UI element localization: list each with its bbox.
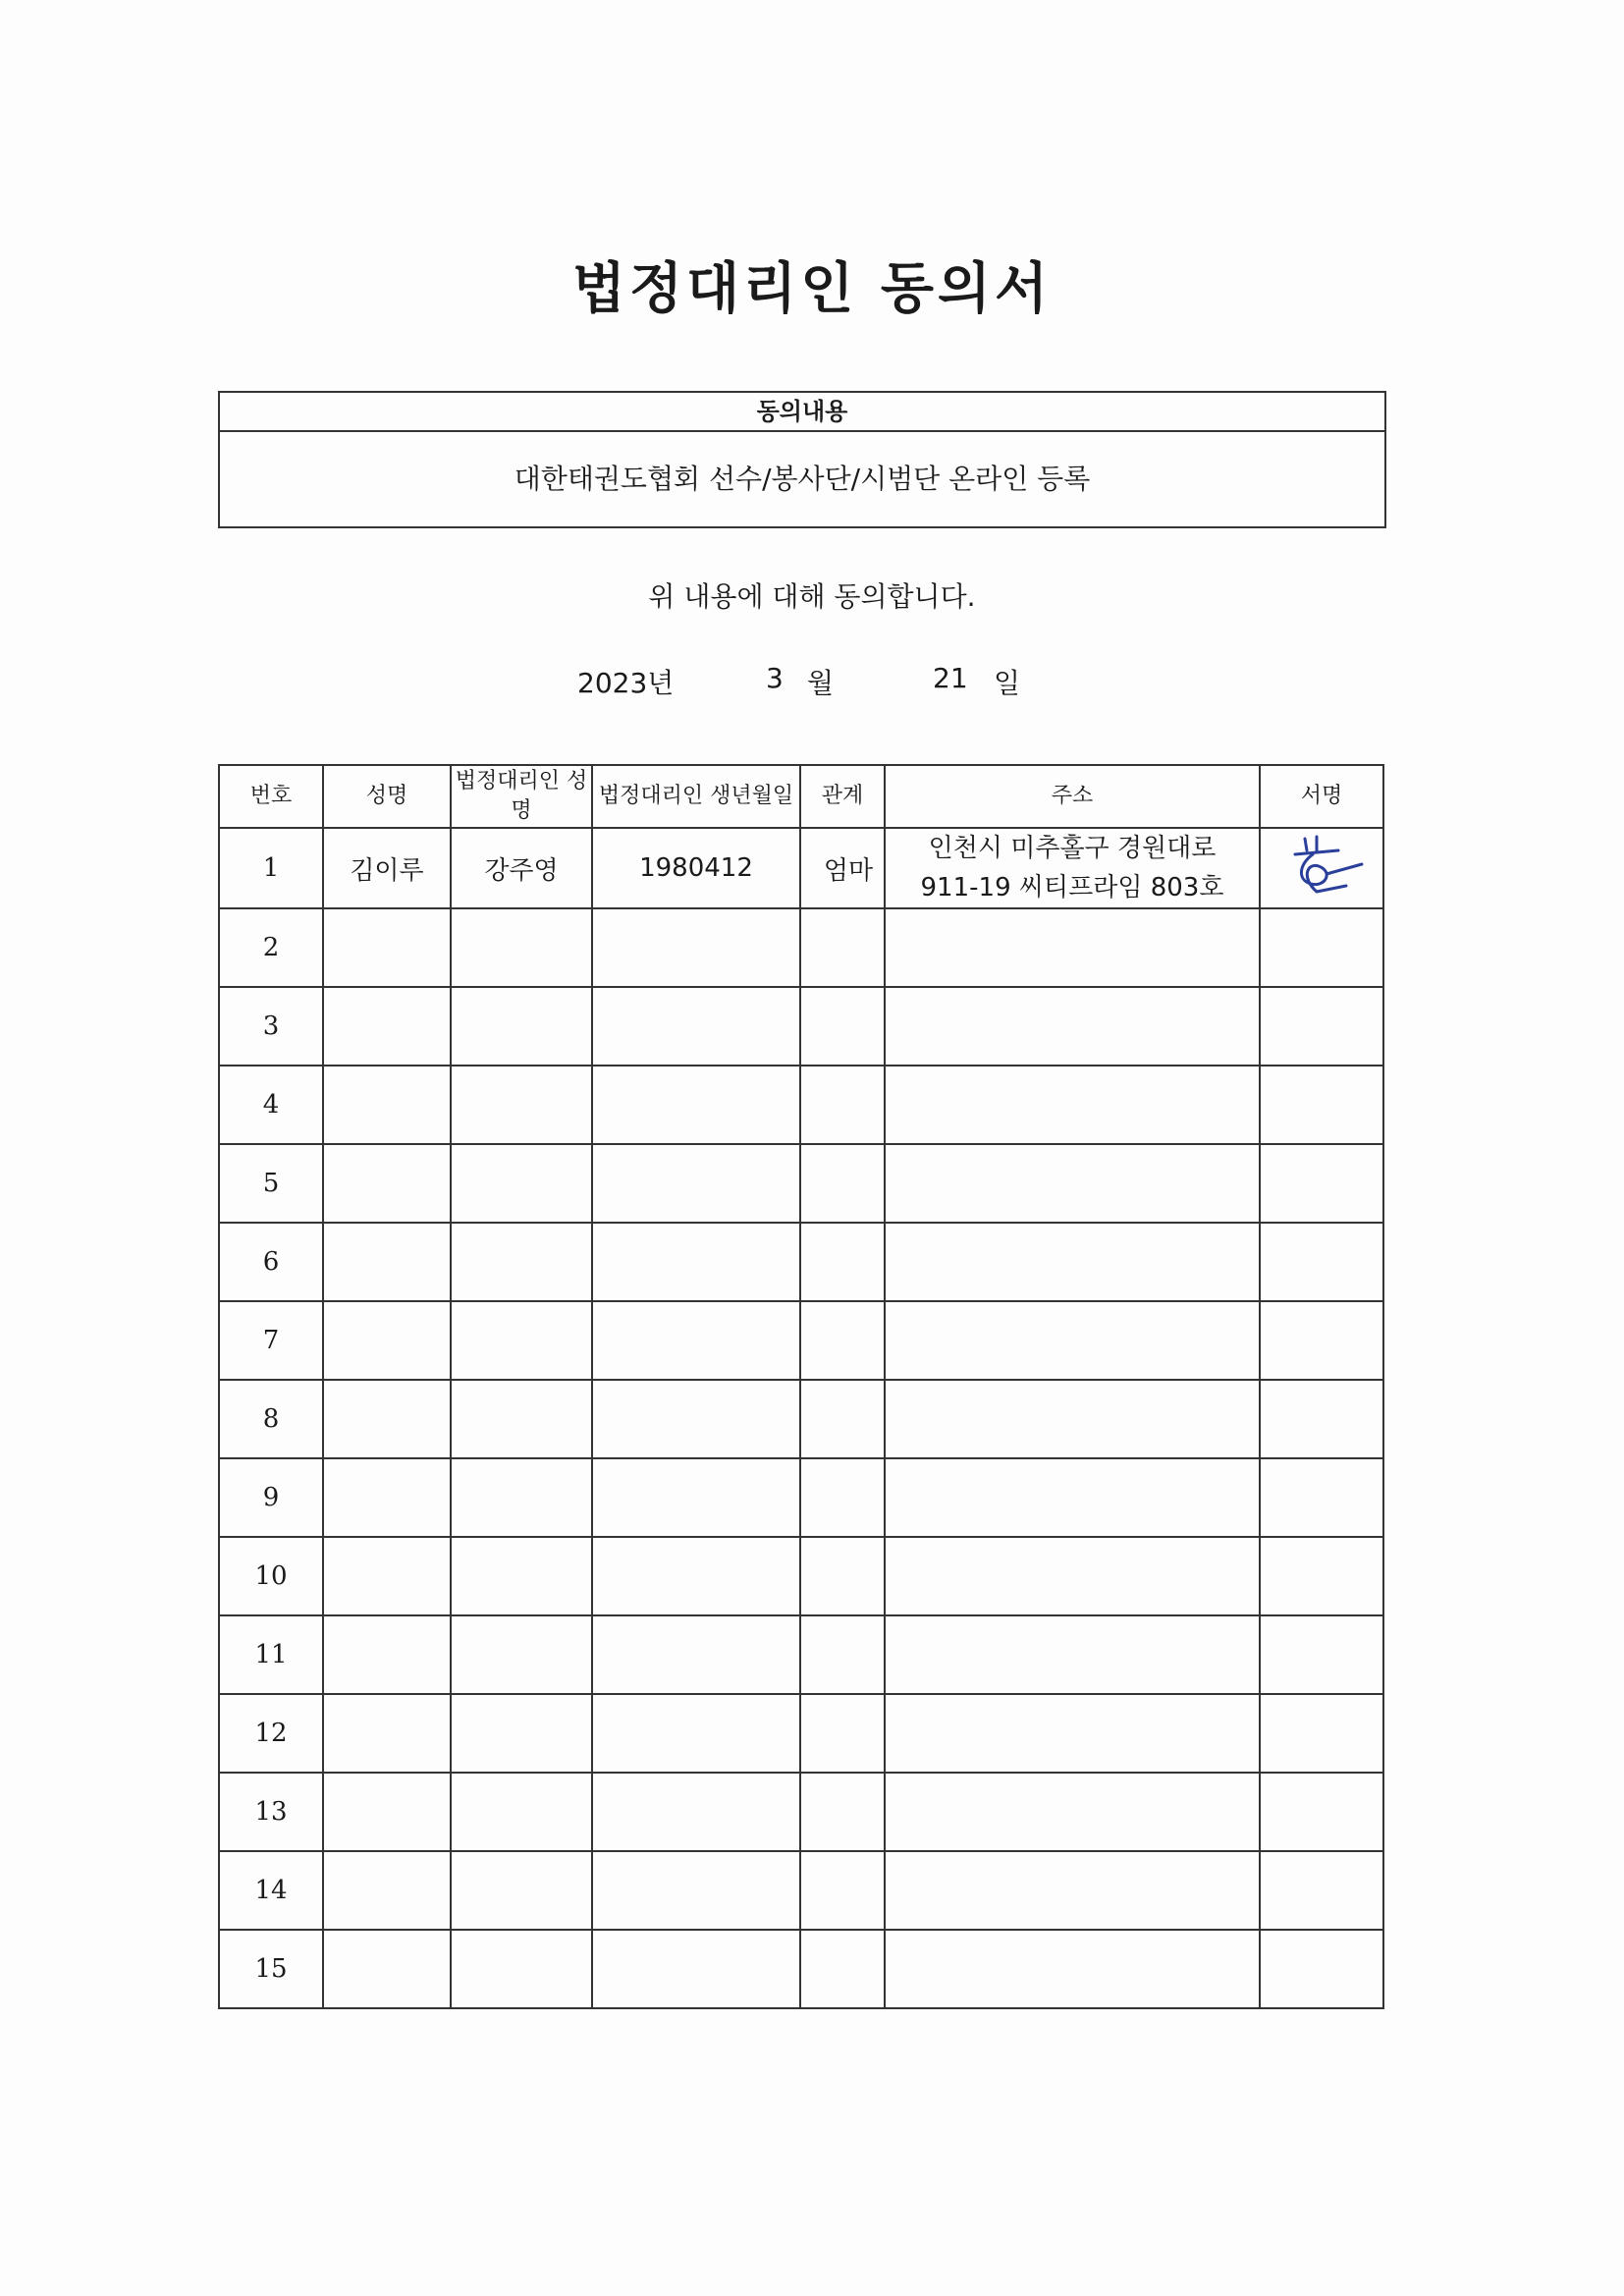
agreement-statement: 위 내용에 대해 동의합니다. (648, 580, 976, 613)
row-number: 3 (219, 987, 323, 1066)
table-row (219, 908, 1383, 987)
signature-cell (1260, 828, 1383, 908)
date-day: 21 (933, 662, 968, 694)
table-row (219, 1615, 1383, 1694)
row-number: 9 (219, 1458, 323, 1537)
document-title: 법정대리인 동의서 (571, 257, 1053, 321)
row-number: 2 (219, 908, 323, 987)
row-number: 15 (219, 1930, 323, 2008)
column-header-guardian-birth: 법정대리인 생년월일 (592, 765, 800, 828)
column-header-relation: 관계 (800, 765, 885, 828)
table-row (219, 987, 1383, 1066)
address (885, 828, 1260, 908)
consent-section (218, 391, 1386, 528)
column-header-address: 주소 (885, 765, 1260, 828)
column-header-signature: 서명 (1260, 765, 1383, 828)
table-row (219, 828, 1383, 908)
guardian-table (218, 764, 1384, 2009)
table-row (219, 1301, 1383, 1380)
address-line-1: 인천시 미추홀구 경원대로 (928, 834, 1217, 863)
table-row (219, 1930, 1383, 2008)
table-row (219, 1773, 1383, 1851)
address-line-2: 911-19 씨티프라임 803호 (920, 873, 1224, 902)
date-year: 2023년 (577, 667, 675, 699)
consent-section-header: 동의내용 (220, 393, 1384, 432)
row-number: 12 (219, 1694, 323, 1773)
table-row (219, 1851, 1383, 1930)
consent-content: 대한태권도협회 선수/봉사단/시범단 온라인 등록 (514, 463, 1091, 495)
table-header-row (219, 765, 1383, 828)
table-row (219, 1537, 1383, 1615)
row-number: 10 (219, 1537, 323, 1615)
column-header-number: 번호 (219, 765, 323, 828)
guardian-name: 강주영 (451, 828, 592, 908)
date-day-unit: 일 (994, 667, 1021, 699)
table-row (219, 1144, 1383, 1223)
row-number: 7 (219, 1301, 323, 1380)
row-number: 1 (219, 828, 323, 908)
row-number: 4 (219, 1066, 323, 1144)
handwritten-signature (1277, 831, 1366, 905)
table-row (219, 1380, 1383, 1458)
guardian-birth: 1980412 (592, 828, 800, 908)
row-number: 6 (219, 1223, 323, 1301)
table-row (219, 1223, 1383, 1301)
date-month-unit: 월 (807, 667, 835, 699)
table-row (219, 1458, 1383, 1537)
relation: 엄마 (800, 828, 885, 908)
row-number: 5 (219, 1144, 323, 1223)
column-header-guardian-name: 법정대리인 성명 (451, 765, 592, 828)
table-row (219, 1066, 1383, 1144)
date-month: 3 (766, 662, 784, 694)
participant-name: 김이루 (323, 828, 451, 908)
row-number: 14 (219, 1851, 323, 1930)
row-number: 11 (219, 1615, 323, 1694)
column-header-name: 성명 (323, 765, 451, 828)
row-number: 8 (219, 1380, 323, 1458)
table-row (219, 1694, 1383, 1773)
row-number: 13 (219, 1773, 323, 1851)
